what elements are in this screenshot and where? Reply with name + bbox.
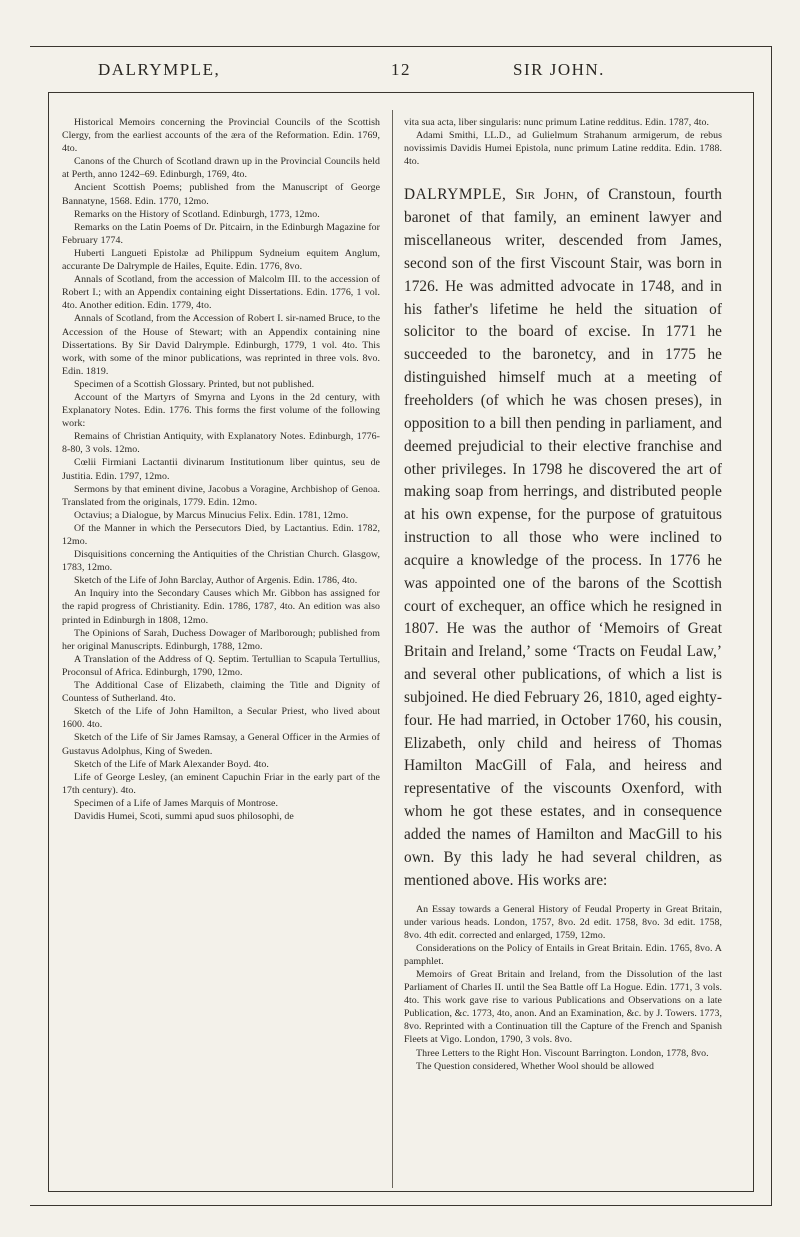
biography-title: Sir John,	[515, 186, 578, 204]
bibliography-entry: Canons of the Church of Scotland drawn up in the Provincial Councils held at Perth, anno 1242–69. Edinburgh, 1769, 4to.	[62, 156, 380, 181]
bibliography-entry: Adami Smithi, LL.D., ad Gulielmum Strahanum armigerum, de rebus novissimis Davidis Humei Epistola, nunc primum Latine reddita. Edin. 1788. 4to.	[404, 130, 722, 168]
biography-paragraph	[404, 184, 722, 892]
bibliography-entry: The Additional Case of Elizabeth, claiming the Title and Dignity of Countess of Sutherland. 4to.	[62, 680, 380, 705]
bibliography-entry: Account of the Martyrs of Smyrna and Lyons in the 2d century, with Explanatory Notes. Edin. 1776. This forms the first volume of the following work:	[62, 391, 380, 430]
biography-name: DALRYMPLE,	[404, 186, 507, 204]
bibliography-entry: Historical Memoirs concerning the Provincial Councils of the Scottish Clergy, from the earliest accounts of the æra of the Reformation. Edin. 1769, 4to.	[62, 117, 380, 155]
bibliography-entry: An Inquiry into the Secondary Causes which Mr. Gibbon has assigned for the rapid progress of Christianity. Edin. 1786, 1787, 4to. An edition was also printed in Edinburgh in 1808, 12mo.	[62, 588, 380, 626]
header-left: DALRYMPLE,	[98, 60, 221, 79]
bibliography-entry: Of the Manner in which the Persecutors Died, by Lactantius. Edin. 1782, 12mo.	[62, 522, 380, 547]
biography-text: of Cranstoun, fourth baronet of that family, an eminent lawyer and miscellaneous writer, descended from James, second son of the first Viscount Stair, was born in 1726. He was admitted advocate in 1748, and in his father's lifetime he held the situation of solicitor to the board of excise. In 1771 he succeeded to the baronetcy, and in 1775 he distinguished himself much at a meeting of freeholders (of which he was chosen preses), in opposition to a bill then pending in parliament, and deemed prejudicial to their elective franchise and other privileges. In 1798 he discovered the art of making soap from herrings, and distributed people at his own expense, for the purpose of gratuitous instruction to all those who were inclined to acquire a knowledge of the process. In 1776 he was appointed one of the barons of the Scottish court of exchequer, an office which he resigned in 1807. He was the author of ‘Memoirs of Great Britain and Ireland,’ some ‘Tracts on Feudal Law,’ and several other publications, of which a list is subjoined. He died February 26, 1810, aged eighty-four. He had married, in October 1760, his cousin, Elizabeth, only child and heiress of Thomas Hamilton MacGill of Fala, and heiress and representative of the viscounts Oxenford, with whom he got these estates, and in consequence added the names of Hamilton and MacGill to his own. By this lady he had several children, as mentioned above. His works are:	[404, 186, 722, 889]
bibliography-entry: Annals of Scotland, from the Accession of Robert I. sir-named Bruce, to the Accession of the House of Stewart; with an Appendix containing nine Dissertations. By Sir David Dalrymple. Edinburgh, 1779, 1 vol. 4to. This work, with some of the minor publications, was reprinted in three vols. 8vo. Edin. 1819.	[62, 313, 380, 377]
bibliography-entry: Sermons by that eminent divine, Jacobus a Voragine, Archbishop of Genoa. Translated from the originals, 1779. Edin. 12mo.	[62, 483, 380, 508]
running-header	[60, 56, 760, 96]
bibliography-entry: Remarks on the History of Scotland. Edinburgh, 1773, 12mo.	[74, 208, 320, 220]
bibliography-entry: Considerations on the Policy of Entails in Great Britain. Edin. 1765, 8vo. A pamphlet.	[404, 942, 722, 967]
inner-rule-right	[753, 92, 754, 1192]
bibliography-entry: Life of George Lesley, (an eminent Capuchin Friar in the early part of the 17th century). 4to.	[62, 771, 380, 796]
outer-rule-top	[30, 46, 772, 47]
bibliography-entry: Specimen of a Life of James Marquis of Montrose.	[74, 797, 278, 809]
bibliography-entry: Huberti Langueti Epistolæ ad Philippum Sydneium equitem Anglum, accurante De Dalrymple de Hailes, Equite. Edin. 1776, 8vo.	[62, 247, 380, 273]
bibliography-entry: Cœlii Firmiani Lactantii divinarum Institutionum liber quintus, seu de Justitia. Edin. 1797, 12mo.	[62, 457, 380, 482]
page-number: 12	[391, 60, 411, 79]
header-right: SIR JOHN.	[513, 60, 605, 79]
bibliography-entry: Sketch of the Life of John Barclay, Author of Argenis. Edin. 1786, 4to.	[74, 575, 358, 587]
bibliography-entry: Remarks on the Latin Poems of Dr. Pitcairn, in the Edinburgh Magazine for February 1774.	[62, 221, 380, 246]
bibliography-entry: A Translation of the Address of Q. Septim. Tertullian to Scapula Tertullius, Proconsul of Africa. Edinburgh, 1790, 12mo.	[62, 653, 380, 678]
bibliography-entry: The Opinions of Sarah, Duchess Dowager of Marlborough; published from her original Manuscripts. Edinburgh, 1788, 12mo.	[62, 627, 380, 652]
bibliography-entry: Ancient Scottish Poems; published from the Manuscript of George Bannatyne, 1568. Edin. 1770, 12mo.	[62, 182, 380, 207]
right-column	[404, 116, 722, 1226]
bibliography-entry: Octavius; a Dialogue, by Marcus Minucius Felix. Edin. 1781, 12mo.	[74, 509, 349, 521]
bibliography-entry: Specimen of a Scottish Glossary. Printed, but not published.	[74, 378, 315, 390]
bibliography-entry: An Essay towards a General History of Feudal Property in Great Britain, under various heads. London, 1757, 8vo. 2d edit. 1758, 8vo. 3d edit. 1758, 8vo. 4th edit. corrected and enlarged, 1759, 12mo.	[404, 903, 722, 941]
inner-rule-left	[48, 92, 49, 1192]
column-divider	[392, 110, 393, 1188]
left-column	[62, 116, 380, 1226]
bibliography-entry-continued: vita sua acta, liber singularis: nunc primum Latine redditus. Edin. 1787, 4to.	[404, 117, 710, 128]
bibliography-entry: Sketch of the Life of John Hamilton, a Secular Priest, who lived about 1600. 4to.	[62, 706, 380, 731]
bibliography-entry: Remains of Christian Antiquity, with Explanatory Notes. Edinburgh, 1776-8-80, 3 vols. 12mo.	[62, 431, 380, 456]
bibliography-entry: Sketch of the Life of Sir James Ramsay, a General Officer in the Armies of Gustavus Adolphus, King of Sweden.	[62, 732, 380, 757]
bibliography-entry: Sketch of the Life of Mark Alexander Boyd. 4to.	[74, 758, 269, 770]
bibliography-entry: Three Letters to the Right Hon. Viscount Barrington. London, 1778, 8vo.	[416, 1047, 709, 1059]
bibliography-entry: The Question considered, Whether Wool should be allowed	[416, 1060, 654, 1072]
bibliography-entry: Davidis Humei, Scoti, summi apud suos philosophi, de	[74, 810, 294, 822]
bibliography-entry: Memoirs of Great Britain and Ireland, from the Dissolution of the last Parliament of Charles II. until the Sea Battle off La Hogue. Edin. 1771, 3 vols. 4to. This work gave rise to various Publications and Observations on a late Publication, &c. 1773, 4to, anon. And an Examination, &c. by J. Towers. 1773, 8vo. Reprinted with a Continuation till the Capture of the French and Spanish Fleets at Vigo. London, 1790, 3 vols. 8vo.	[404, 969, 722, 1046]
outer-rule-right	[771, 46, 772, 1206]
bibliography-entry: Disquisitions concerning the Antiquities of the Christian Church. Glasgow, 1783, 12mo.	[62, 549, 380, 574]
bibliography-entry: Annals of Scotland, from the accession of Malcolm III. to the accession of Robert I.; with an Appendix containing eight Dissertations. Edin. 1776, 1 vol. 4to. Another edition. Edin. 1779, 4to.	[62, 274, 380, 312]
